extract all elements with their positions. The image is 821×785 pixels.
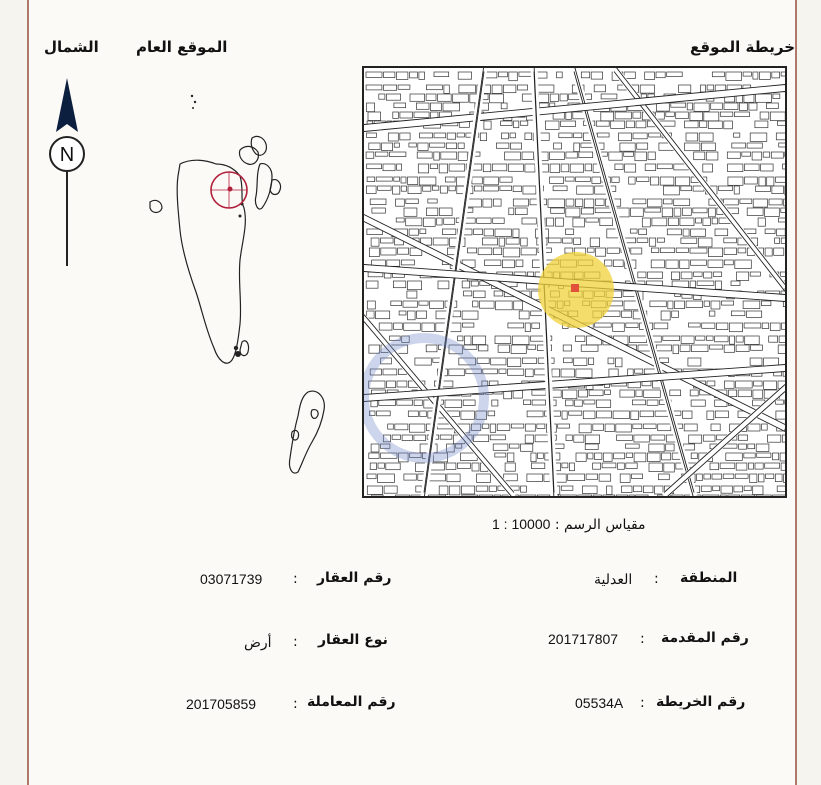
application-number-label: رقم المقدمة <box>661 630 749 646</box>
north-arrow-icon <box>44 74 90 270</box>
application-number-value: 201717807 <box>548 631 619 647</box>
colon: : <box>293 634 298 650</box>
property-marker <box>571 284 579 292</box>
colon: : <box>654 571 659 587</box>
country-outline-map <box>122 92 337 492</box>
north-letter: N <box>59 144 75 166</box>
location-map-heading: خريطة الموقع <box>690 38 796 56</box>
location-map <box>362 66 787 498</box>
colon: : <box>293 571 298 587</box>
property-number-label: رقم العقار <box>317 570 392 586</box>
general-location-heading: الموقع العام <box>136 38 228 56</box>
map-number-value: 05534A <box>575 695 624 711</box>
street-grid-map <box>364 68 785 496</box>
scale-text <box>492 516 646 533</box>
colon: : <box>640 695 645 711</box>
property-type-label: نوع العقار <box>318 632 388 648</box>
area-value: العدلية <box>594 571 633 587</box>
map-number-label: رقم الخريطة <box>656 694 746 710</box>
scale-value: 1 : 10000 <box>492 516 551 532</box>
property-number-value: 03071739 <box>200 571 263 587</box>
colon: : <box>293 696 298 712</box>
colon: : <box>640 631 645 647</box>
transaction-number-value: 201705859 <box>186 696 257 712</box>
property-type-value: أرض <box>244 634 272 650</box>
area-label: المنطقة <box>680 570 738 586</box>
north-heading: الشمال <box>44 38 99 56</box>
scale-label: مقياس الرسم : <box>554 517 646 533</box>
transaction-number-label: رقم المعاملة <box>307 694 396 710</box>
